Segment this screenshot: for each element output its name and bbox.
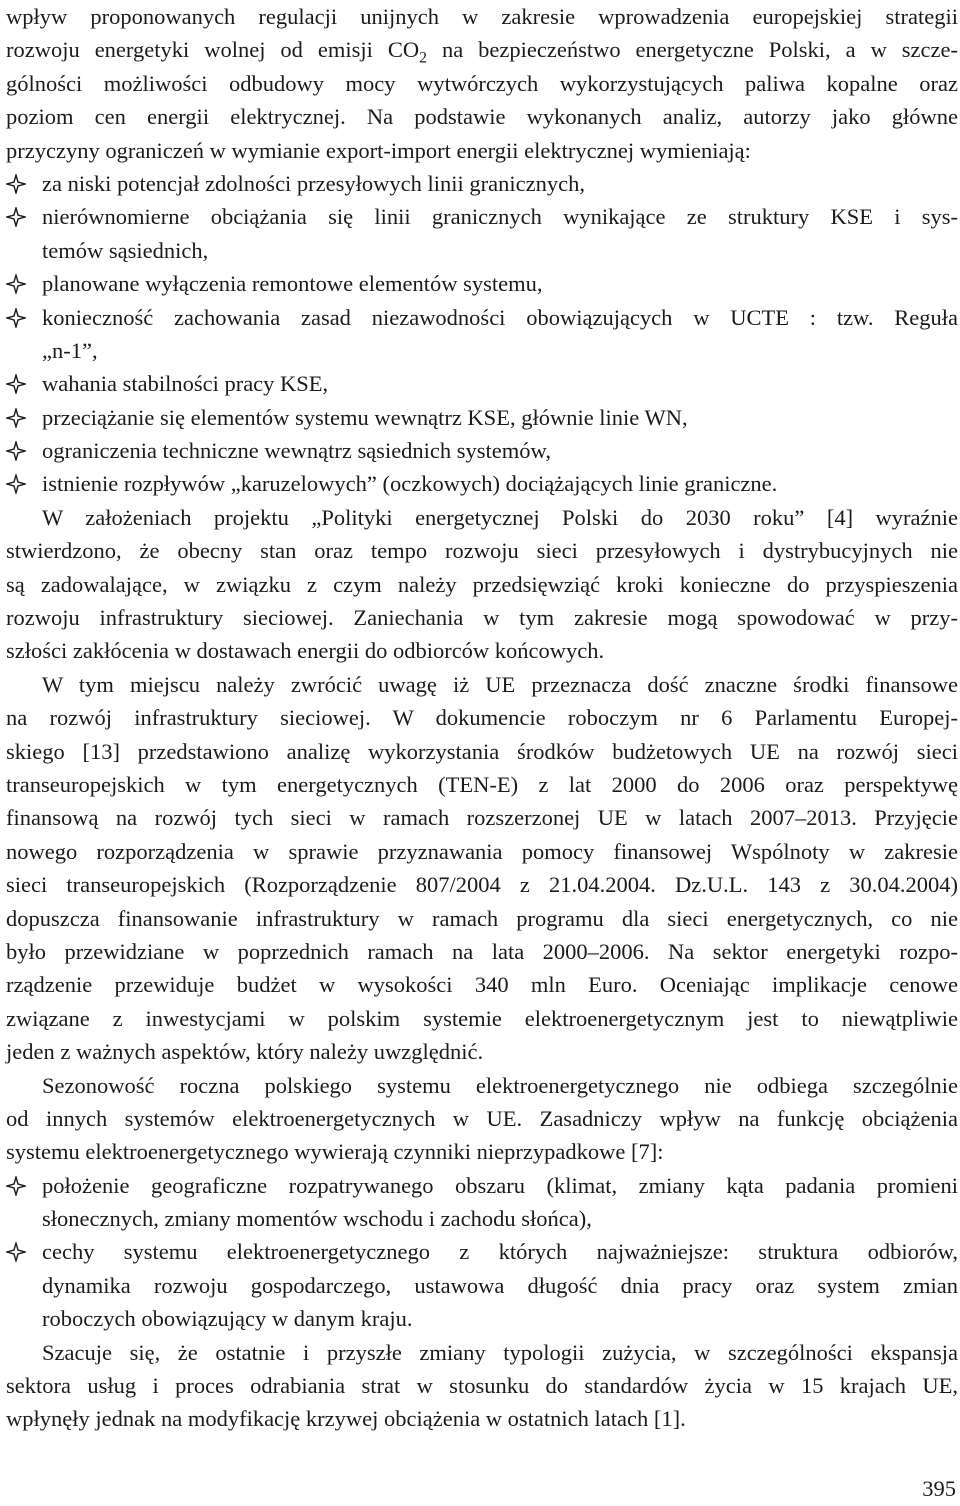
list-item-text: konieczność zachowania zasad niezawodności obowiązujących w UCTE : tzw. Reguła xyxy=(42,304,958,330)
list-item-continuation: dynamika rozwoju gospodarczego, ustawowa długość dnia pracy oraz system zmian xyxy=(42,1272,958,1298)
text-line: na rozwój infrastruktury sieciowej. W dokumencie roboczym nr 6 Parlamentu Europej- xyxy=(6,705,958,731)
bullet-list xyxy=(6,1169,958,1336)
text-line: nowego rozporządzenia w sprawie przyznawania pomocy finansowej Wspólnoty w zakresie xyxy=(6,838,958,864)
text-line: transeuropejskich w tym energetycznych (TEN-E) z lat 2000 do 2006 oraz perspektywę xyxy=(6,771,958,797)
paragraph xyxy=(6,1069,958,1169)
subscript: 2 xyxy=(419,49,427,67)
list-item-continuation: temów sąsiednich, xyxy=(42,237,209,263)
list-item xyxy=(6,200,958,233)
list-item xyxy=(6,367,958,400)
text-line: sieci transeuropejskich (Rozporządzenie 807/2004 z 21.04.2004. Dz.U.L. 143 z 30.04.2004) xyxy=(6,872,958,898)
text-line: stwierdzono, że obecny stan oraz tempo rozwoju sieci przesyłowych i dystrybucyjnych nie xyxy=(6,538,958,564)
list-item xyxy=(6,1235,958,1268)
list-item xyxy=(6,167,958,200)
list-item-text: istnienie rozpływów „karuzelowych” (oczkowych) dociążających linie graniczne. xyxy=(42,471,778,497)
four-point-star-outline-icon xyxy=(6,374,26,394)
paragraph xyxy=(6,501,958,668)
list-item-text: cechy systemu elektroenergetycznego z których najważniejsze: struktura odbiorów, xyxy=(42,1239,958,1265)
text-fragment: na bezpieczeństwo energetyczne Polski, a w szcze- xyxy=(426,37,958,63)
text-line: wpływ proponowanych regulacji unijnych w zakresie wprowadzenia europejskiej strategii xyxy=(6,4,958,29)
four-point-star-outline-icon xyxy=(6,174,26,194)
list-item xyxy=(6,301,958,334)
text-line: przyczyny ograniczeń w wymianie export-import energii elektrycznej wymieniają: xyxy=(6,137,751,163)
list-item-text: położenie geograficzne rozpatrywanego obszaru (klimat, zmiany kąta padania promieni xyxy=(42,1172,958,1198)
text-line: sektora usług i proces odrabiania strat w stosunku do standardów życia w 15 krajach UE, xyxy=(6,1373,958,1399)
list-item-text: przeciążanie się elementów systemu wewnątrz KSE, głównie linie WN, xyxy=(42,404,688,430)
text-line: dopuszcza finansowanie infrastruktury w ramach programu dla sieci energetycznych, co nie xyxy=(6,905,958,931)
list-item xyxy=(6,401,958,434)
four-point-star-outline-icon xyxy=(6,408,26,428)
paragraph xyxy=(6,1336,958,1436)
document-page xyxy=(6,0,958,1436)
text-line xyxy=(6,33,958,66)
four-point-star-outline-icon xyxy=(6,274,26,294)
four-point-star-outline-icon xyxy=(6,1176,26,1196)
text-line: Szacuje się, że ostatnie i przyszłe zmiany typologii zużycia, w szczególności ekspansja xyxy=(42,1339,958,1365)
list-item-text: nierównomierne obciążania się linii granicznych wynikające ze struktury KSE i sys- xyxy=(42,204,958,230)
four-point-star-outline-icon xyxy=(6,474,26,494)
list-item xyxy=(6,1169,958,1202)
text-line: systemu elektroenergetycznego wywierają czynniki nieprzypadkowe [7]: xyxy=(6,1139,664,1165)
paragraph xyxy=(6,668,958,1069)
list-item-text: ograniczenia techniczne wewnątrz sąsiednich systemów, xyxy=(42,438,551,464)
text-line: od innych systemów elektroenergetycznych w UE. Zasadniczy wpływ na funkcję obciążenia xyxy=(6,1105,958,1131)
four-point-star-outline-icon xyxy=(6,308,26,328)
list-item-text: planowane wyłączenia remontowe elementów systemu, xyxy=(42,271,543,297)
text-line: są zadowalające, w związku z czym należy przedsięwziąć kroki konieczne do przyspieszenia xyxy=(6,571,958,597)
text-line: jeden z ważnych aspektów, który należy uwzględnić. xyxy=(6,1039,484,1065)
page-number: 395 xyxy=(922,1476,956,1501)
text-line: Sezonowość roczna polskiego systemu elektroenergetycznego nie odbiega szczególnie xyxy=(42,1072,958,1098)
text-line: szłości zakłócenia w dostawach energii do odbiorców końcowych. xyxy=(6,638,605,664)
text-fragment: rozwoju energetyki wolnej od emisji CO xyxy=(6,37,420,63)
list-item-continuation: „n-1”, xyxy=(42,337,98,363)
list-item xyxy=(6,434,958,467)
list-item xyxy=(6,467,958,500)
list-item-continuation: roboczych obowiązujący w danym kraju. xyxy=(42,1306,413,1332)
text-line: gólności możliwości odbudowy mocy wytwórczych wykorzystujących paliwa kopalne oraz xyxy=(6,70,958,96)
list-item-continuation: słonecznych, zmiany momentów wschodu i zachodu słońca), xyxy=(42,1206,592,1232)
bullet-list xyxy=(6,167,958,501)
text-line: wpłynęły jednak na modyfikację krzywej obciążenia w ostatnich latach [1]. xyxy=(6,1406,686,1432)
text-line: rozwoju infrastruktury sieciowej. Zaniechania w tym zakresie mogą spowodować w przy- xyxy=(6,605,958,631)
four-point-star-outline-icon xyxy=(6,441,26,461)
four-point-star-outline-icon xyxy=(6,1242,26,1262)
text-line: było przewidziane w poprzednich ramach na lata 2000–2006. Na sektor energetyki rozpo- xyxy=(6,938,958,964)
text-line: skiego [13] przedstawiono analizę wykorzystania środków budżetowych UE na rozwój sieci xyxy=(6,738,958,764)
four-point-star-outline-icon xyxy=(6,207,26,227)
text-line: związane z inwestycjami w polskim systemie elektroenergetycznym jest to niewątpliwie xyxy=(6,1005,958,1031)
list-item-text: wahania stabilności pracy KSE, xyxy=(42,371,329,397)
list-item-text: za niski potencjał zdolności przesyłowych linii granicznych, xyxy=(42,170,585,196)
text-line: W założeniach projektu „Polityki energetycznej Polski do 2030 roku” [4] wyraźnie xyxy=(42,504,958,530)
text-line: finansową na rozwój tych sieci w ramach rozszerzonej UE w latach 2007–2013. Przyjęcie xyxy=(6,805,958,831)
text-line: W tym miejscu należy zwrócić uwagę iż UE przeznacza dość znaczne środki finansowe xyxy=(42,671,958,697)
text-line: rządzenie przewiduje budżet w wysokości 340 mln Euro. Oceniając implikacje cenowe xyxy=(6,972,958,998)
list-item xyxy=(6,267,958,300)
text-line: poziom cen energii elektrycznej. Na podstawie wykonanych analiz, autorzy jako główne xyxy=(6,104,958,130)
